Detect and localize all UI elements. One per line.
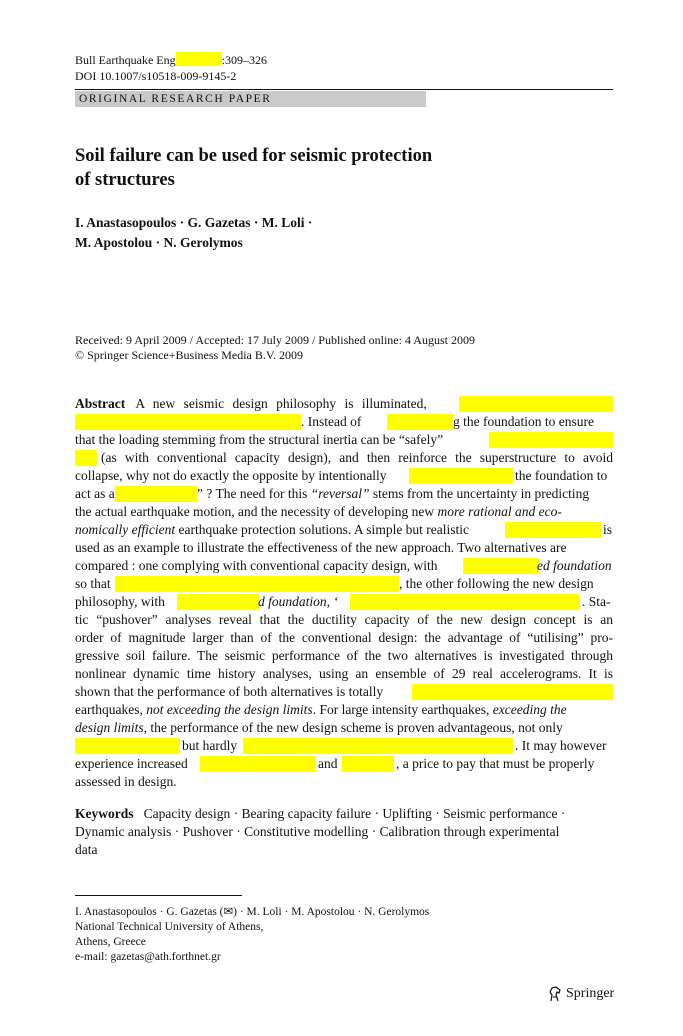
author-affiliation: I. Anastasopoulos · G. Gazetas (✉) · M. Loli · M. Apostolou · N. Gerolymos National Technical University of Athens, Athens, Greece e-mail: gazetas@ath.forthnet.gr: [75, 906, 430, 963]
redaction-highlight: [463, 558, 539, 574]
author-list: I. Anastasopoulos · G. Gazetas · M. Loli · M. Apostolou · N. Gerolymos: [75, 215, 313, 250]
redaction-highlight: [342, 756, 394, 772]
redaction-highlight: [243, 738, 513, 754]
abstract-heading: Abstract: [75, 396, 126, 411]
redaction-highlight: [177, 594, 259, 610]
section-label: ORIGINAL RESEARCH PAPER: [75, 91, 426, 107]
redaction-highlight: [115, 576, 399, 592]
footnote-rule: [75, 895, 242, 896]
redaction-highlight: [412, 684, 613, 700]
publication-history: Received: 9 April 2009 / Accepted: 17 July 2009 / Published online: 4 August 2009 © Springer Science+Business Media B.V. 2009: [75, 333, 475, 362]
redaction-highlight: [75, 450, 97, 466]
redaction-highlight: [505, 522, 601, 538]
journal-citation: Bull Earthquake Eng :309–326: [75, 53, 267, 67]
paper-title: Soil failure can be used for seismic protection of structures: [75, 146, 433, 190]
redaction-highlight: [176, 52, 222, 66]
redaction-highlight: [350, 594, 580, 610]
header-rule: [75, 89, 613, 90]
abstract: Abstract A new seismic design philosophy is illuminated, . Instead of g the foundation to ensure that the loading stemming from the structural inertia can be “safely” (as with conventional capacity design), and then reinforce the superstructure to avoid collapse, why not do exactly the opposite by intentionally the foundation to act as a ” ? The need for this “reversal” stems from the uncertainty in predicting the actual earthquake motion, and the necessity of developing new more rational and eco- nomically efficient earthquake protection solutions. A simple but realistic is used as an example to illustrate the effectiveness of the new approach. Two alternatives are compared : one complying with conventional capacity design, with ed foundation so that , the other following the new design philosophy, with d foundation, ‘ . Sta- tic “pushover” analyses reveal that the ductility capacity of the new design concept is an order of magnitude larger than of the conventional design: the advantage of “utilising” pro- gressive soil failure. The seismic performance of the two alternatives is investigated through nonlinear dynamic time history analyses, using an ensemble of 29 real accelerograms. It is shown that the performance of both alternatives is totally earthquakes, not exceeding the design limits. For large intensity earthquakes, exceeding the design limits, the performance of the new design scheme is proven advantageous, not only but hardly . It may however experience increased and , a price to pay that must be properly assessed in design.: [75, 396, 613, 789]
springer-horse-icon: [548, 986, 562, 1002]
redaction-highlight: [387, 414, 453, 430]
redaction-highlight: [115, 486, 197, 502]
keywords-heading: Keywords: [75, 806, 134, 821]
redaction-highlight: [489, 432, 613, 448]
keywords: Keywords Capacity design · Bearing capacity failure · Uplifting · Seismic performance · Dynamic analysis · Pushover · Constitutive modelling · Calibration through experimental data: [75, 806, 566, 857]
redaction-highlight: [459, 396, 613, 412]
doi: DOI 10.1007/s10518-009-9145-2: [75, 69, 237, 83]
redaction-highlight: [75, 414, 301, 430]
redaction-highlight: [409, 468, 513, 484]
redaction-highlight: [200, 756, 316, 772]
redaction-highlight: [75, 738, 180, 754]
publisher-logo: Springer: [548, 986, 614, 1002]
